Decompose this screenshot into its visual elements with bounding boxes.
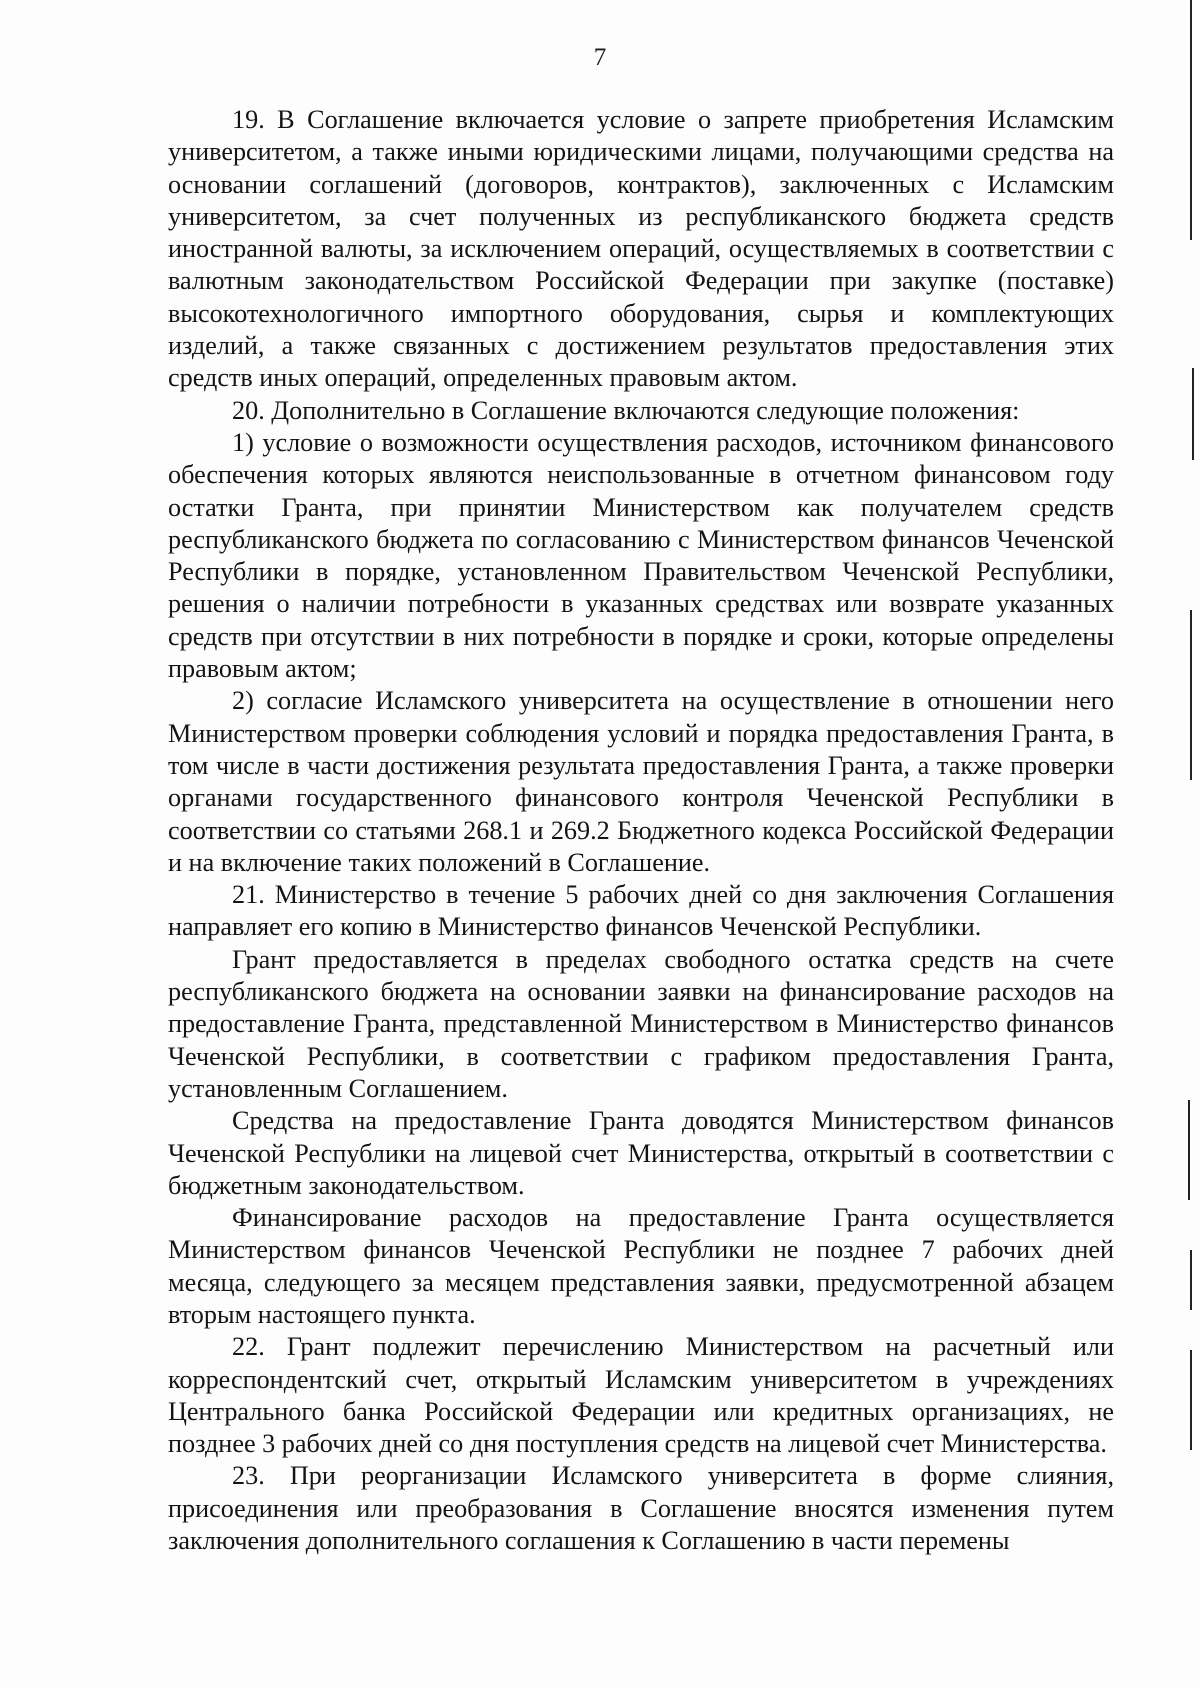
scan-edge-mark bbox=[1188, 1100, 1190, 1200]
document-body bbox=[168, 104, 1114, 1557]
scan-edge-mark bbox=[1190, 0, 1192, 240]
paragraph-21: 21. Министерство в течение 5 рабочих дней со дня заключения Соглашения направляет его копию в Министерство финансов Чеченской Республики. bbox=[168, 880, 1114, 942]
scan-edge-mark bbox=[1192, 368, 1194, 460]
paragraph-21-financing: Финансирование расходов на предоставление Гранта осуществляется Министерством финансов Чеченской Республики не позднее 7 рабочих дней месяца, следующего за месяцем представления заявки, предусмотренной абзацем вторым настоящего пункта. bbox=[168, 1203, 1114, 1329]
scan-edge-mark bbox=[1190, 610, 1192, 780]
paragraph-21-funds-delivery: Средства на предоставление Гранта доводятся Министерством финансов Чеченской Республики на лицевой счет Министерства, открытый в соответствии с бюджетным законодательством. bbox=[168, 1106, 1114, 1200]
paragraph-20-item-2: 2) согласие Исламского университета на осуществление в отношении него Министерством проверки соблюдения условий и порядка предоставления Гранта, в том числе в части достижения результата предоставления Гранта, а также проверки органами государственного финансового контроля Чеченской Республики в соответствии со статьями 268.1 и 269.2 Бюджетного кодекса Российской Федерации и на включение таких положений в Соглашение. bbox=[168, 686, 1114, 877]
paragraph-21-grant-provision: Грант предоставляется в пределах свободного остатка средств на счете республиканского бюджета на основании заявки на финансирование расходов на предоставление Гранта, представленной Министерством в Министерство финансов Чеченской Республики, в соответствии с графиком предоставления Гранта, установленным Соглашением. bbox=[168, 944, 1114, 1103]
page-number: 7 bbox=[593, 44, 607, 71]
scan-edge-mark bbox=[1190, 1350, 1192, 1450]
paragraph-19: 19. В Соглашение включается условие о запрете приобретения Исламским университетом, а также иными юридическими лицами, получающими средства на основании соглашений (договоров, контрактов), заключенных с Исламским университетом, за счет полученных из республиканского бюджета средств иностранной валюты, за исключением операций, осуществляемых в соответствии с валютным законодательством Российской Федерации при закупке (поставке) высокотехнологичного импортного оборудования, сырья и комплектующих изделий, а также связанных с достижением результатов предоставления этих средств иных операций, определенных правовым актом. bbox=[168, 105, 1114, 393]
paragraph-20: 20. Дополнительно в Соглашение включаются следующие положения: bbox=[232, 395, 1020, 425]
paragraph-20-item-1: 1) условие о возможности осуществления расходов, источником финансового обеспечения которых являются неиспользованные в отчетном финансовом году остатки Гранта, при принятии Министерством как получателем средств республиканского бюджета по согласованию с Министерством финансов Чеченской Республики в порядке, установленном Правительством Чеченской Республики, решения о наличии потребности в указанных средствах или возврате указанных средств при отсутствии в них потребности в порядке и сроки, которые определены правовым актом; bbox=[168, 427, 1114, 684]
paragraph-23: 23. При реорганизации Исламского университета в форме слияния, присоединения или преобразования в Соглашение вносятся изменения путем заключения дополнительного соглашения к Соглашению в части перемены bbox=[168, 1461, 1114, 1556]
paragraph-22: 22. Грант подлежит перечислению Министерством на расчетный или корреспондентский счет, открытый Исламским университетом в учреждениях Центрального банка Российской Федерации или кредитных организациях, не позднее 3 рабочих дней со дня поступления средств на лицевой счет Министерства. bbox=[168, 1332, 1114, 1459]
scan-edge-mark bbox=[1190, 1250, 1192, 1310]
